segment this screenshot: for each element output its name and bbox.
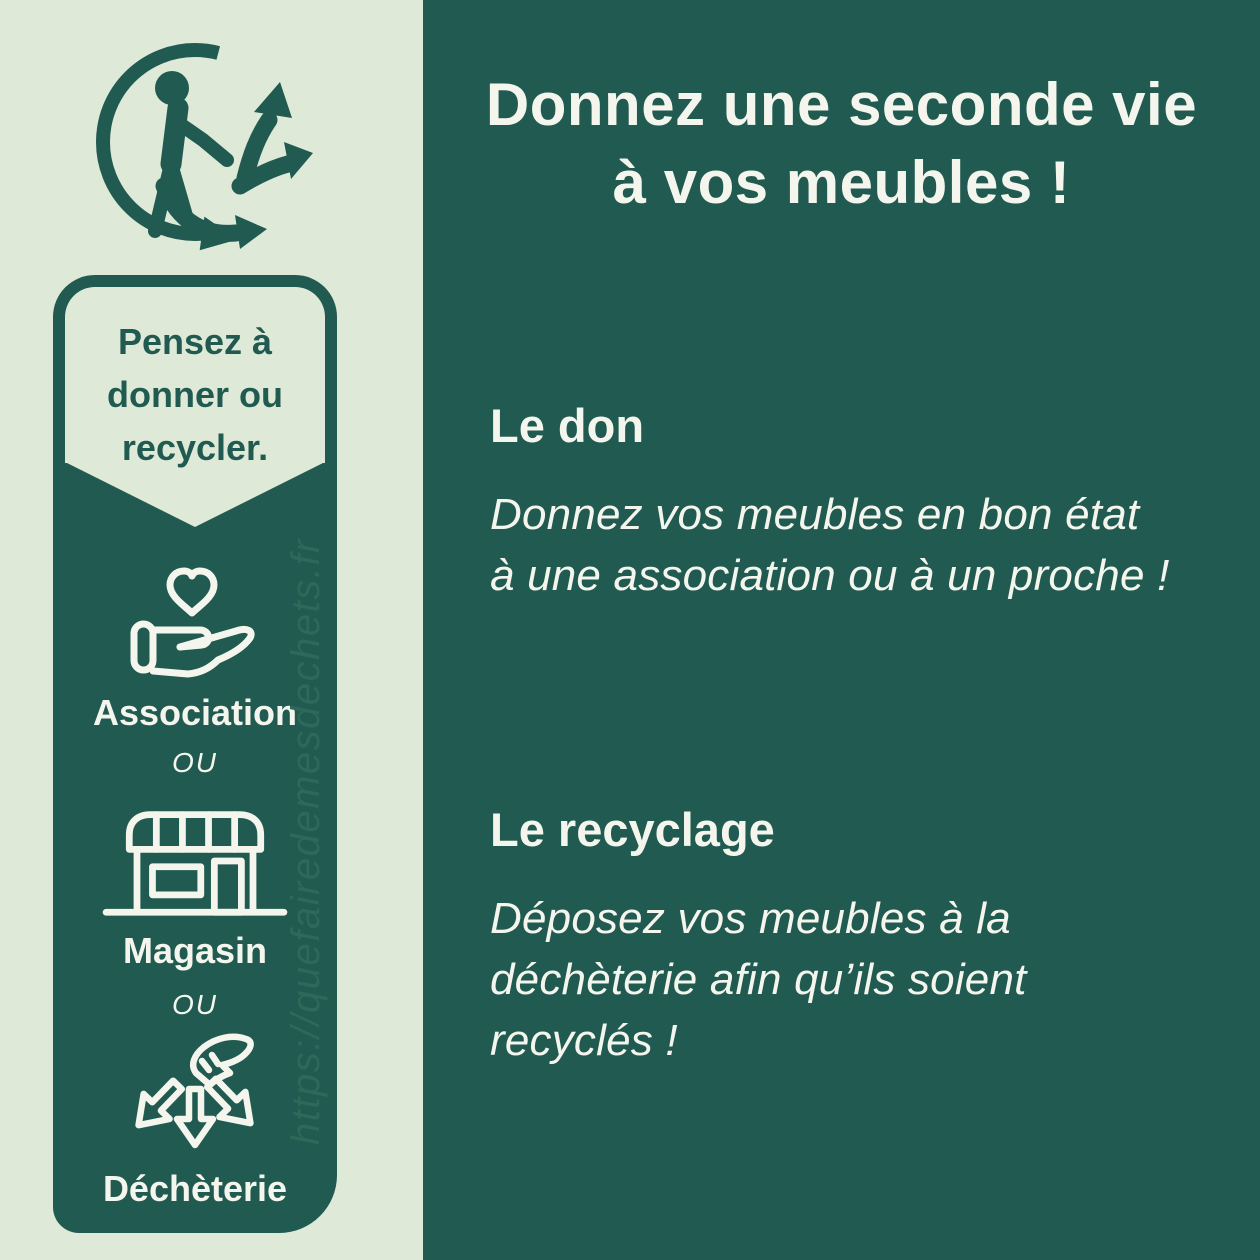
ribbon-banner-text [65,287,325,474]
or-separator-1: OU [172,747,218,778]
triman-logo-icon [88,36,314,257]
section-don [490,398,1180,606]
website-url-vertical [284,493,399,1145]
website-url-text: https://quefairedemesdechets.fr [284,538,328,1145]
banner-line-2: donner ou [107,374,283,415]
section-recyclage [490,802,1180,1071]
don-heading: Le don [490,399,645,452]
banner-line-1: Pensez à [117,321,273,362]
title-line-1: Donnez une seconde vie [485,71,1198,138]
decheterie-label: Déchèterie [102,1168,288,1209]
recyclage-heading: Le recyclage [490,803,775,856]
right-panel [423,0,1260,1260]
banner-line-3: recycler. [121,427,269,468]
association-label: Association [92,692,298,733]
title-line-2: à vos meubles ! [612,149,1071,216]
recyclage-body: Déposez vos meubles à la déchèterie afin qu’ils soient recyclés ! [490,894,1027,1065]
magasin-label: Magasin [122,930,268,971]
or-separator-2: OU [172,989,218,1020]
don-body: Donnez vos meubles en bon état à une association ou à un proche ! [490,490,1170,600]
page-title [443,66,1240,222]
